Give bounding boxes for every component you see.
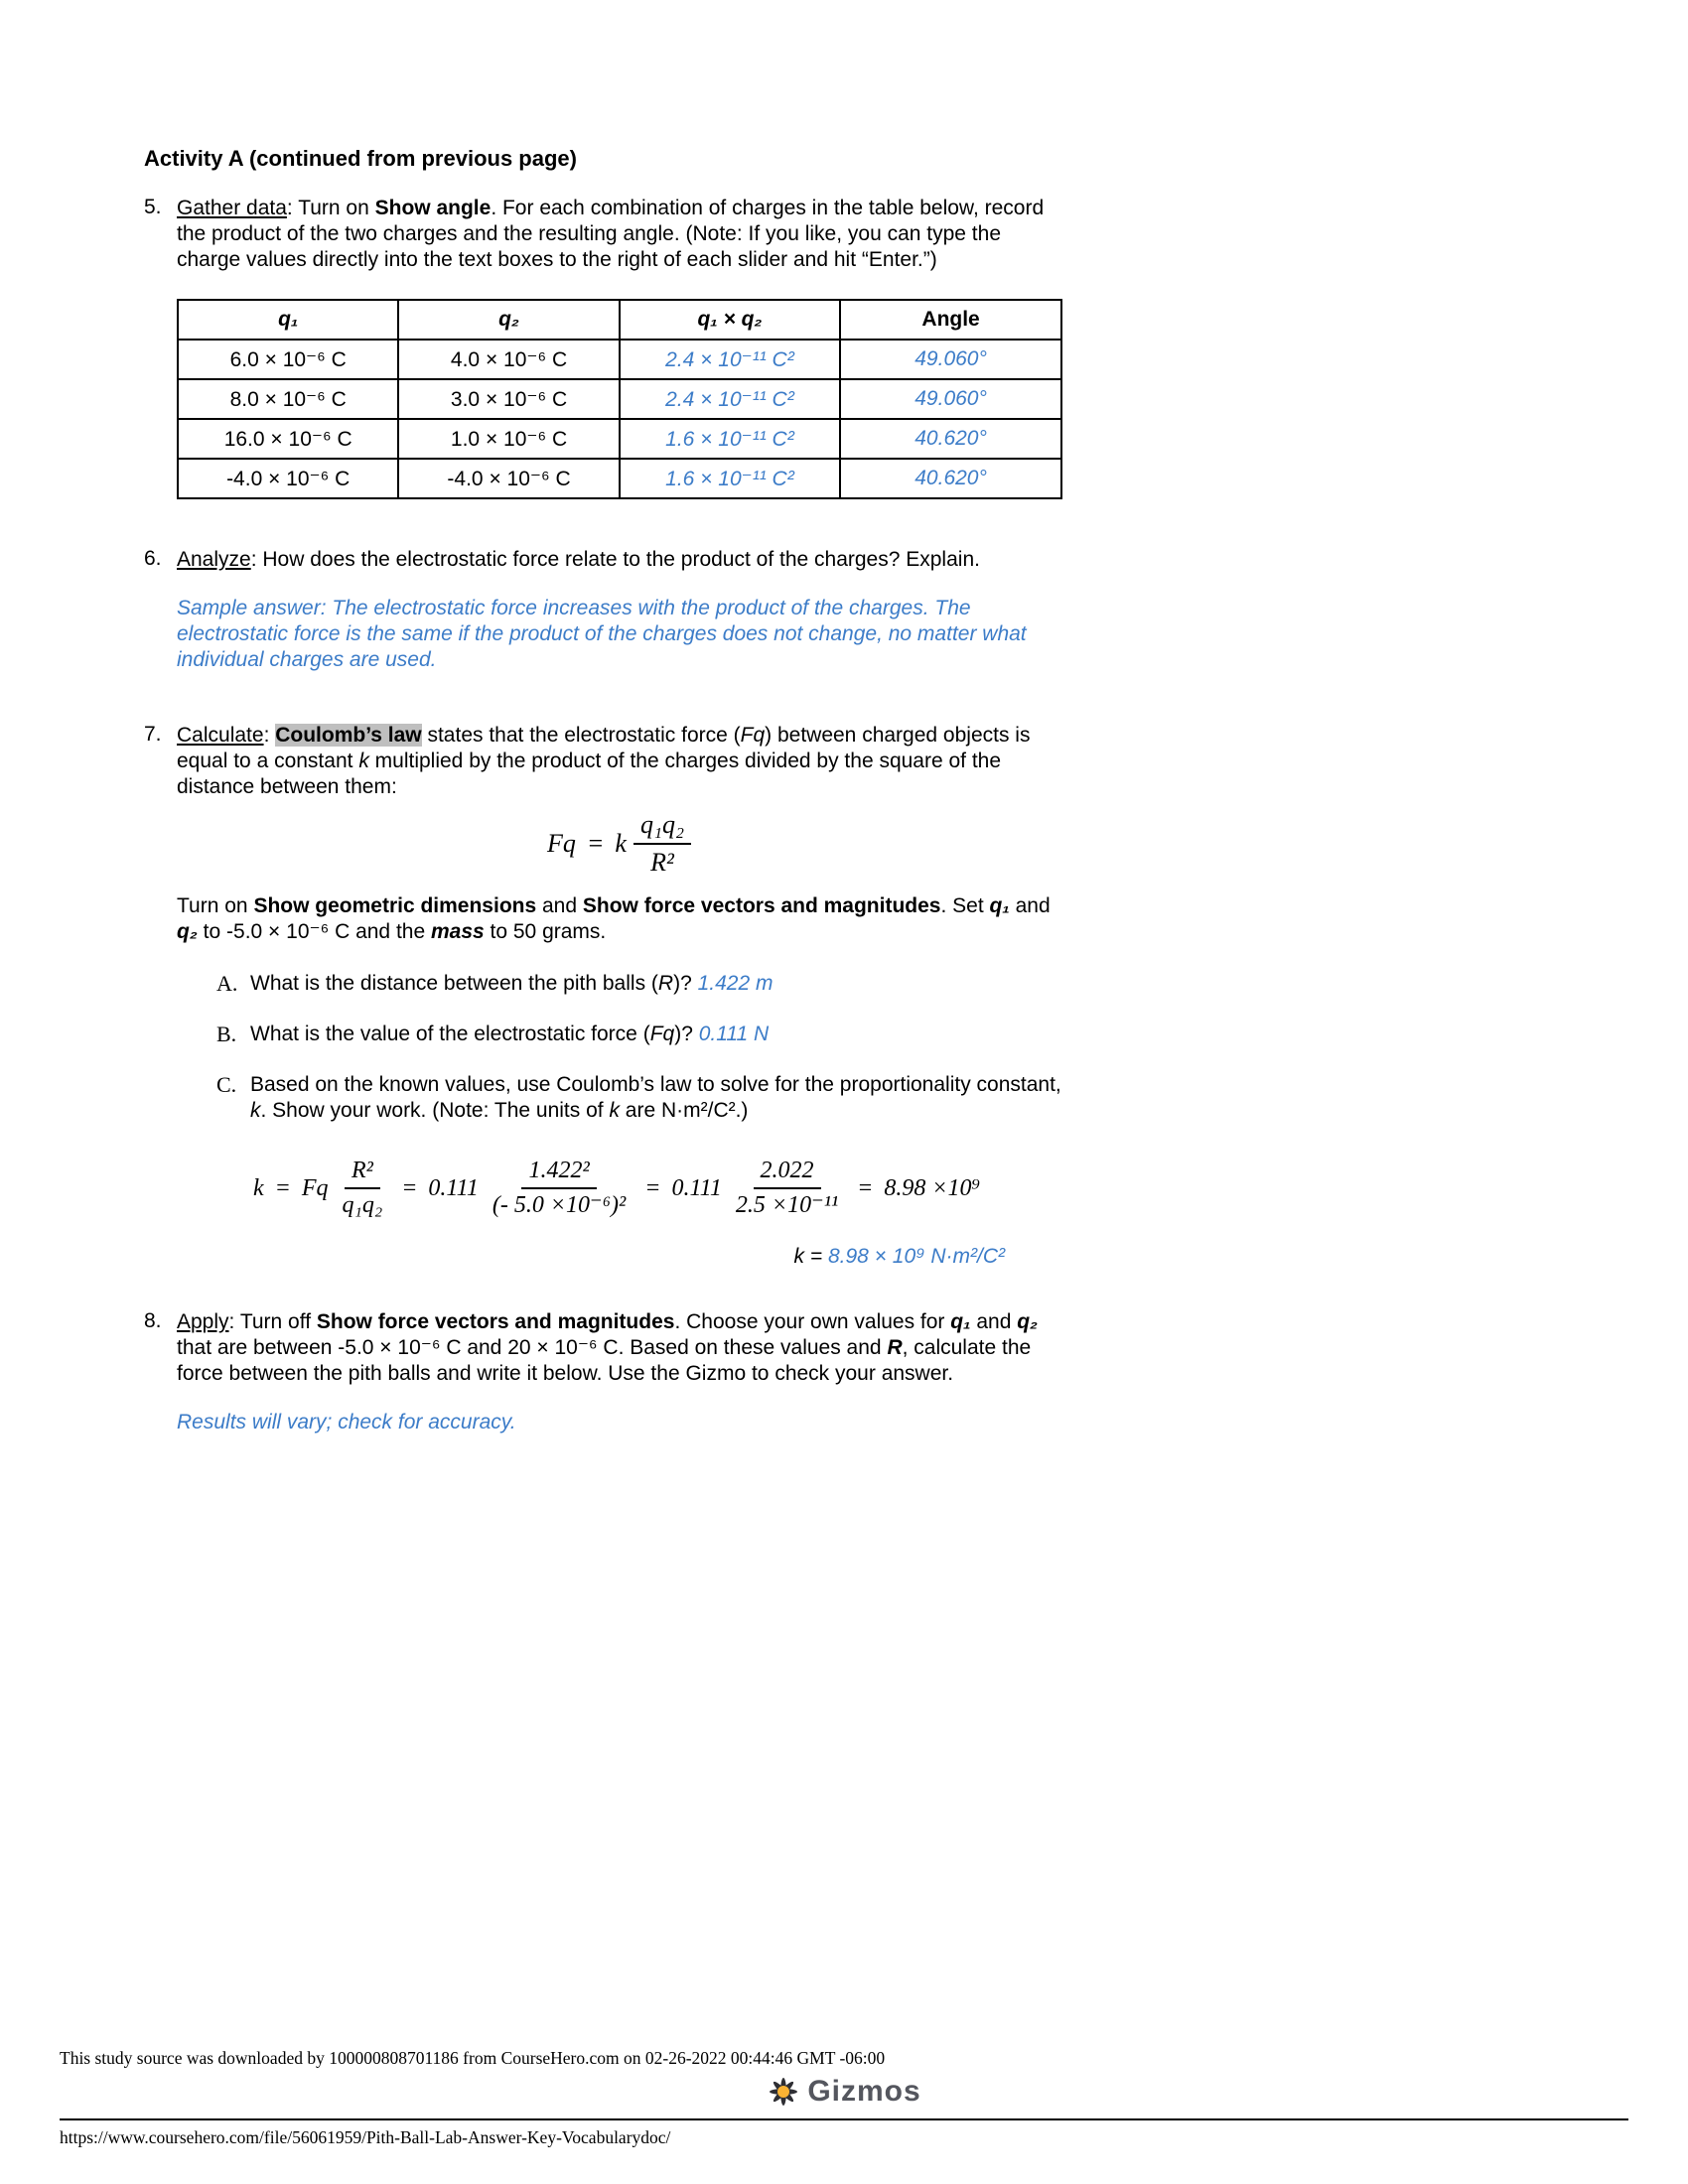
col-header-q2: q₂ [398, 300, 619, 340]
cell-product: 2.4 × 10⁻¹¹ C² [620, 379, 840, 419]
fraction-numerator: q₁q₂ [633, 810, 691, 845]
k-answer-line [177, 1244, 1062, 1270]
question-8-number: 8. [144, 1308, 162, 1332]
cell-q2: 3.0 × 10⁻⁶ C [398, 379, 619, 419]
k-symbol: k [609, 1098, 620, 1122]
formula-term: 0.111 [671, 1175, 722, 1202]
equals-sign: = [644, 1175, 661, 1202]
text-segment: are N·m²/C².) [619, 1098, 749, 1122]
question-5 [144, 196, 1062, 273]
source-url[interactable]: https://www.coursehero.com/file/56061959/Pith-Ball-Lab-Answer-Key-Vocabularydoc/ [60, 2127, 671, 2147]
question-6-number: 6. [144, 547, 162, 570]
cell-q1: 6.0 × 10⁻⁶ C [178, 340, 398, 379]
show-force-vectors-term: Show force vectors and magnitudes [582, 893, 941, 917]
show-geometric-dimensions-term: Show geometric dimensions [253, 893, 537, 917]
question-8-text [177, 1309, 1062, 1435]
question-6 [144, 547, 1062, 673]
sample-answer-8: Results will vary; check for accuracy. [177, 1410, 516, 1433]
text-segment: Turn on [177, 893, 254, 917]
equals-sign: = [586, 828, 605, 858]
cell-q1: 16.0 × 10⁻⁶ C [178, 419, 398, 459]
text-segment: )? [673, 971, 698, 995]
formula-fraction [486, 1158, 633, 1220]
question-7-prompt [177, 723, 1062, 800]
formula-lhs: k [253, 1175, 264, 1202]
text-segment: . Choose your own values for [674, 1309, 951, 1333]
fq-symbol: Fq [740, 724, 766, 747]
subquestion-c-letter: C. [216, 1071, 237, 1097]
col-header-angle: Angle [840, 300, 1061, 340]
text-segment: )? [674, 1022, 699, 1045]
cell-product: 1.6 × 10⁻¹¹ C² [620, 419, 840, 459]
fraction-denominator: 2.5 ×10⁻¹¹ [735, 1192, 839, 1219]
text-segment: to -5.0 × 10⁻⁶ C and the [197, 919, 431, 943]
footer-divider [60, 2118, 1628, 2120]
charges-table [177, 299, 1062, 499]
text-segment: : Turn on [286, 197, 375, 219]
table-row [178, 379, 1061, 419]
page-footer [60, 2048, 1628, 2148]
k-symbol: k [358, 750, 369, 772]
subquestion-b [216, 1022, 1062, 1047]
equals-sign: = [857, 1175, 874, 1202]
subquestion-b-letter: B. [216, 1021, 237, 1046]
table-row [178, 459, 1061, 498]
formula-fraction [633, 810, 691, 878]
question-5-number: 5. [144, 196, 162, 218]
fq-symbol: Fq [649, 1022, 675, 1045]
text-segment: ) between charged objects is equal to a constant [177, 724, 1031, 772]
text-segment: . For each combination of charges in the table below, record the product of the two charges and the resulting angle. (Note: If you like, you can type the charge values directly into the text boxes to the right of each slider and hit “Enter.”) [177, 197, 1045, 271]
cell-angle: 40.620° [840, 459, 1061, 498]
question-8-prompt [177, 1309, 1062, 1387]
table-header-row [178, 300, 1061, 340]
answer-distance: 1.422 m [697, 971, 774, 995]
fraction-numerator: R² [345, 1158, 380, 1190]
col-header-q1: q₁ [178, 300, 398, 340]
subquestion-a [216, 971, 1062, 997]
cell-q2: -4.0 × 10⁻⁶ C [398, 459, 619, 498]
equals-sign: = [401, 1175, 418, 1202]
formula-term: Fq [301, 1175, 329, 1202]
cell-q1: -4.0 × 10⁻⁶ C [178, 459, 398, 498]
text-segment: : Turn off [228, 1309, 317, 1333]
text-segment: Based on the known values, use Coulomb’s law to solve for the proportionality constant, [250, 1072, 1061, 1096]
question-6-prompt [177, 547, 1062, 573]
fraction-numerator: 2.022 [754, 1158, 821, 1190]
gizmos-logo [60, 2075, 1628, 2109]
k-answer-label: k = [793, 1244, 828, 1268]
cell-product: 2.4 × 10⁻¹¹ C² [620, 340, 840, 379]
q1-symbol: q₁ [950, 1309, 971, 1333]
subquestion-c-text [250, 1072, 1062, 1124]
show-force-vectors-term: Show force vectors and magnitudes [316, 1309, 675, 1333]
k-symbol: k [250, 1098, 261, 1122]
r-symbol: R [657, 971, 674, 995]
answer-force: 0.111 N [698, 1022, 770, 1045]
equals-sign: = [274, 1175, 291, 1202]
table-row [178, 340, 1061, 379]
question-8 [144, 1309, 1062, 1435]
subquestion-a-text [250, 971, 773, 997]
text-segment: multiplied by the product of the charges divided by the square of the distance between them: [177, 750, 1002, 798]
question-7-label: Calculate [177, 724, 264, 747]
download-note: This study source was downloaded by 100000808701186 from CourseHero.com on 02-26-2022 00:44:46 GMT -06:00 [60, 2048, 886, 2068]
question-6-text [177, 547, 1062, 673]
gizmos-logo-text: Gizmos [807, 2075, 921, 2108]
show-angle-term: Show angle [374, 197, 492, 219]
subquestion-c [216, 1072, 1062, 1124]
formula-constant: k [615, 828, 627, 858]
document-page [144, 146, 1062, 1435]
text-segment: , calculate the force between the pith balls and write it below. Use the Gizmo to check your answer. [177, 1335, 1032, 1385]
fraction-denominator: (- 5.0 ×10⁻⁶)² [492, 1192, 627, 1219]
formula-fraction [729, 1158, 845, 1220]
formula-term: 0.111 [428, 1175, 479, 1202]
text-segment: What is the value of the electrostatic force ( [250, 1022, 650, 1045]
k-answer-value: 8.98 × 10⁹ N·m²/C² [827, 1244, 1005, 1268]
subquestion-a-letter: A. [216, 970, 238, 996]
q2-symbol: q₂ [177, 919, 198, 943]
r-symbol: R [887, 1335, 903, 1359]
text-segment: and [536, 893, 583, 917]
mass-term: mass [430, 919, 485, 943]
q2-symbol: q₂ [1017, 1309, 1039, 1333]
fraction-denominator: R² [650, 847, 674, 877]
col-header-product: q₁ × q₂ [620, 300, 840, 340]
sample-answer-6: Sample answer: The electrostatic force increases with the product of the charges. The electrostatic force is the same if the product of the charges does not change, no matter what individual charges are used. [177, 597, 1027, 671]
coulombs-law-term: Coulomb’s law [275, 724, 422, 747]
subquestion-b-text [250, 1022, 769, 1047]
text-segment: . Set [940, 893, 990, 917]
gizmos-logo-icon [767, 2075, 800, 2109]
formula-result: 8.98 ×10⁹ [884, 1175, 980, 1202]
cell-angle: 49.060° [840, 340, 1061, 379]
formula-lhs: Fq [546, 828, 576, 858]
coulomb-law-formula [177, 810, 1062, 878]
formula-fraction [336, 1158, 390, 1220]
question-7 [144, 723, 1062, 1270]
cell-q1: 8.0 × 10⁻⁶ C [178, 379, 398, 419]
question-7-text [177, 723, 1062, 1270]
question-6-label: Analyze [177, 548, 251, 571]
text-segment: What is the distance between the pith balls ( [250, 971, 658, 995]
q1-symbol: q₁ [989, 893, 1010, 917]
activity-heading: Activity A (continued from previous page) [144, 146, 577, 171]
question-5-text [177, 196, 1062, 273]
text-segment: : [263, 724, 276, 747]
fraction-denominator: q₁q₂ [342, 1192, 383, 1219]
cell-q2: 4.0 × 10⁻⁶ C [398, 340, 619, 379]
fraction-numerator: 1.422² [521, 1158, 596, 1190]
k-calculation-formula [250, 1158, 1062, 1220]
text-segment: . Show your work. (Note: The units of [260, 1098, 610, 1122]
question-7-setup [177, 893, 1062, 945]
text-segment: and [970, 1309, 1018, 1333]
text-segment: that are between -5.0 × 10⁻⁶ C and 20 × 10⁻⁶ C. Based on these values and [177, 1335, 888, 1359]
table-row [178, 419, 1061, 459]
question-5-label: Gather data [177, 197, 287, 219]
text-segment: and [1009, 893, 1051, 917]
cell-angle: 40.620° [840, 419, 1061, 459]
cell-angle: 49.060° [840, 379, 1061, 419]
cell-product: 1.6 × 10⁻¹¹ C² [620, 459, 840, 498]
question-8-label: Apply [177, 1309, 229, 1333]
text-segment: to 50 grams. [484, 919, 607, 943]
cell-q2: 1.0 × 10⁻⁶ C [398, 419, 619, 459]
text-segment: : How does the electrostatic force relate to the product of the charges? Explain. [250, 548, 980, 571]
text-segment: states that the electrostatic force ( [421, 724, 741, 747]
question-7-number: 7. [144, 723, 162, 746]
